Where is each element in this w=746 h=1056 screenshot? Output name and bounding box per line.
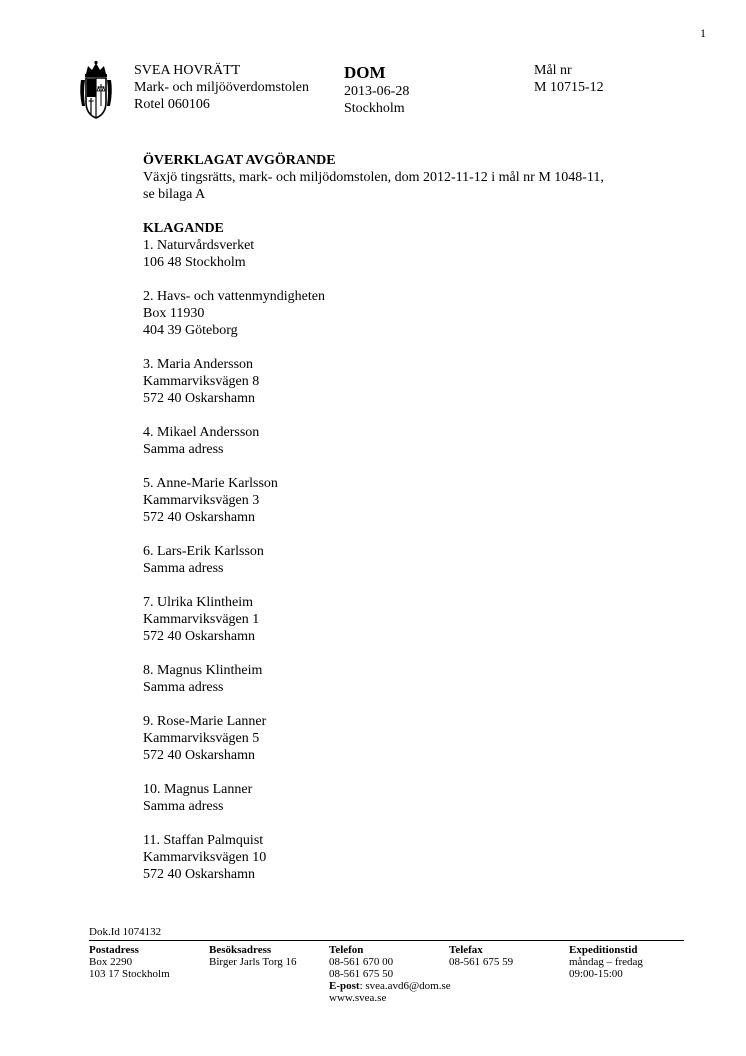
- footer-value: 09:00-15:00: [569, 968, 623, 980]
- appellant-address-line: Kammarviksvägen 1: [143, 612, 260, 627]
- appealed-decision-line: Växjö tingsrätts, mark- och miljödomstolen, dom 2012-11-12 i mål nr M 1048-11,: [143, 170, 604, 185]
- page-number: 1: [700, 26, 706, 40]
- footer-postal-address: [89, 944, 170, 980]
- footer-website[interactable]: www.svea.se: [329, 992, 387, 1004]
- appellants-heading: KLAGANDE: [143, 221, 224, 236]
- appellant-address-line: Kammarviksvägen 5: [143, 731, 260, 746]
- appellant-address-line: 572 40 Oskarshamn: [143, 391, 255, 406]
- appellant-name: 11. Staffan Palmquist: [143, 833, 264, 848]
- coat-of-arms-icon: [78, 60, 114, 120]
- footer-label: Postadress: [89, 944, 139, 956]
- appellant-party: [143, 288, 683, 339]
- footer-label: Expeditionstid: [569, 944, 638, 956]
- appellant-address-line: Samma adress: [143, 680, 224, 695]
- document-type: DOM: [344, 63, 386, 82]
- appellant-party: [143, 424, 683, 458]
- appealed-decision-text: [143, 169, 683, 203]
- appellant-address-line: Samma adress: [143, 561, 224, 576]
- appellant-address-line: Box 11930: [143, 306, 205, 321]
- court-division: Mark- och miljööverdomstolen: [134, 80, 309, 95]
- appellant-party: [143, 594, 683, 645]
- footer-label: Telefon: [329, 944, 364, 956]
- appellant-party: [143, 475, 683, 526]
- footer-visiting-address: [209, 944, 297, 968]
- appellant-name: 6. Lars-Erik Karlsson: [143, 544, 264, 559]
- appellant-name: 10. Magnus Lanner: [143, 782, 253, 797]
- appellant-address-line: 404 39 Göteborg: [143, 323, 238, 338]
- footer-fax: [449, 944, 513, 968]
- footer-divider: [89, 940, 684, 941]
- case-number: M 10715-12: [534, 80, 604, 95]
- appellant-address-line: Kammarviksvägen 8: [143, 374, 260, 389]
- footer-email: [329, 980, 451, 992]
- appellant-name: 2. Havs- och vattenmyndigheten: [143, 289, 325, 304]
- footer-value: 08-561 670 00: [329, 956, 394, 968]
- appellant-name: 3. Maria Andersson: [143, 357, 254, 372]
- appellant-party: [143, 356, 683, 407]
- document-date: 2013-06-28: [344, 84, 410, 99]
- document-header: [344, 64, 409, 117]
- court-name: SVEA HOVRÄTT: [134, 63, 241, 78]
- footer-email-label: E-post: [329, 980, 360, 992]
- footer-phone: [329, 944, 451, 1004]
- footer-value: måndag – fredag: [569, 956, 643, 968]
- appellant-name: 4. Mikael Andersson: [143, 425, 260, 440]
- case-header: [534, 62, 604, 96]
- footer-office-hours: [569, 944, 643, 980]
- appellant-name: 7. Ulrika Klintheim: [143, 595, 254, 610]
- appellant-address-line: 572 40 Oskarshamn: [143, 629, 255, 644]
- appellant-party: [143, 713, 683, 764]
- document-body: [143, 152, 683, 900]
- appellant-address-line: Kammarviksvägen 3: [143, 493, 260, 508]
- appellant-party: [143, 832, 683, 883]
- footer-value: Birger Jarls Torg 16: [209, 956, 297, 968]
- document-place: Stockholm: [344, 101, 405, 116]
- appellants-list: [143, 237, 683, 883]
- footer-value: 08-561 675 59: [449, 956, 514, 968]
- appellant-party: [143, 543, 683, 577]
- appellant-address-line: Samma adress: [143, 442, 224, 457]
- appellant-address-line: 572 40 Oskarshamn: [143, 510, 255, 525]
- appellant-name: 9. Rose-Marie Lanner: [143, 714, 267, 729]
- footer-value: 103 17 Stockholm: [89, 968, 170, 980]
- appellant-name: 5. Anne-Marie Karlsson: [143, 476, 278, 491]
- appellant-address-line: 572 40 Oskarshamn: [143, 748, 255, 763]
- footer-label: Telefax: [449, 944, 483, 956]
- appellant-name: 1. Naturvårdsverket: [143, 238, 255, 253]
- appellant-address-line: 106 48 Stockholm: [143, 255, 246, 270]
- footer-label: Besöksadress: [209, 944, 272, 956]
- rotel: Rotel 060106: [134, 97, 210, 112]
- appellant-address-line: 572 40 Oskarshamn: [143, 867, 255, 882]
- appellant-party: [143, 781, 683, 815]
- appellant-name: 8. Magnus Klintheim: [143, 663, 263, 678]
- document-id: Dok.Id 1074132: [89, 926, 162, 938]
- court-header: [134, 62, 309, 113]
- appellant-party: [143, 662, 683, 696]
- appellant-party: [143, 237, 683, 271]
- appellant-address-line: Samma adress: [143, 799, 224, 814]
- footer-value: Box 2290: [89, 956, 133, 968]
- appealed-decision-line: se bilaga A: [143, 187, 206, 202]
- appealed-decision-heading: ÖVERKLAGAT AVGÖRANDE: [143, 153, 336, 168]
- footer-value: 08-561 675 50: [329, 968, 394, 980]
- case-label: Mål nr: [534, 63, 572, 78]
- appellant-address-line: Kammarviksvägen 10: [143, 850, 267, 865]
- footer-email-address[interactable]: : svea.avd6@dom.se: [359, 980, 451, 992]
